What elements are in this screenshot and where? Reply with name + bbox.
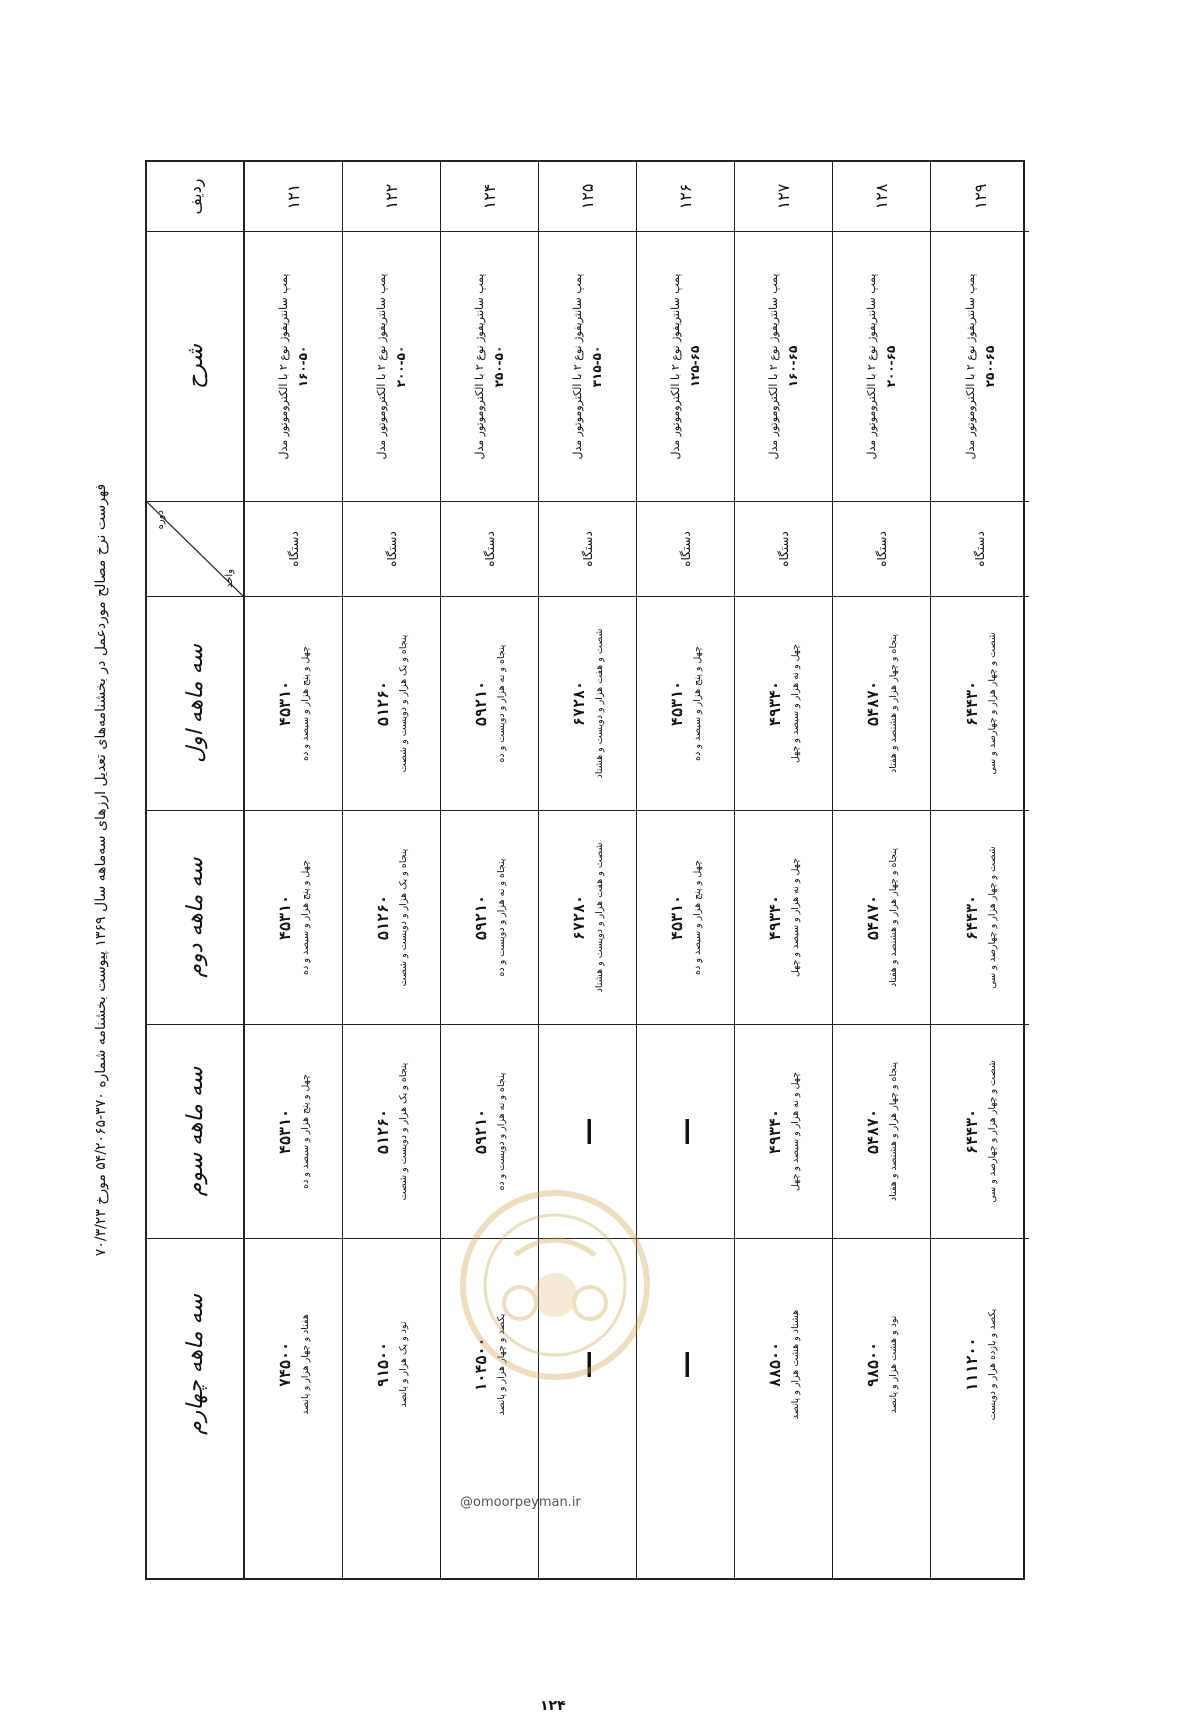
row-index: ۱۲۵ [539,162,636,232]
row-description [833,232,930,502]
price-cell-q1 [441,597,538,811]
price-cell-q2 [637,811,734,1025]
price-words: پنجاه و نه هزار و دویست و ده [496,858,507,977]
price-cell-q1 [637,597,734,811]
row-unit: دستگاه [931,502,1029,597]
price-cell-q3 [931,1025,1029,1239]
row-unit: دستگاه [735,502,832,597]
row-description [735,232,832,502]
header-unit-diagonal [147,502,243,596]
row-index: ۱۲۷ [735,162,832,232]
description-text: پمپ سانتریفوژ نوع ۲ با الکتروموتور مدل [865,273,878,460]
price-number: ۴۵۳۱۰ [276,1108,294,1155]
row-index: ۱۲۴ [441,162,538,232]
row-description [539,232,636,502]
price-number: ۵۴۸۷۰ [864,1108,882,1155]
price-dash: — [669,1350,702,1379]
table-row [931,162,1029,1578]
header-q2 [147,811,243,1025]
price-number: ۹۸۵۰۰ [864,1341,882,1388]
price-words: پنجاه و نه هزار و دویست و ده [496,644,507,763]
price-cell-q1 [245,597,342,811]
price-words: چهل و نه هزار و سیصد و چهل [790,1071,801,1192]
row-unit: دستگاه [343,502,440,597]
description-text: پمپ سانتریفوژ نوع ۲ با الکتروموتور مدل [963,273,977,460]
model-number: ۲۵۰-۵۰ [492,345,506,388]
price-number: ۱۰۴۵۰۰ [472,1337,490,1392]
model-number: ۱۲۵-۶۵ [688,345,702,388]
description-text: پمپ سانتریفوژ نوع ۲ با الکتروموتور مدل [277,273,290,460]
header-q1-label: سه ماهه اول [182,644,208,763]
description-text: پمپ سانتریفوژ نوع ۲ با الکتروموتور مدل [473,273,486,460]
price-number: ۴۹۳۴۰ [766,894,784,941]
price-words: چهل و نه هزار و سیصد و چهل [790,643,801,764]
price-number: ۴۹۳۴۰ [766,680,784,727]
row-index: ۱۲۲ [343,162,440,232]
description-text: پمپ سانتریفوژ نوع ۲ با الکتروموتور مدل [669,273,682,460]
row-index: ۱۲۹ [931,162,1029,232]
price-number: ۵۴۸۷۰ [864,894,882,941]
table-row [735,162,833,1578]
page-number: ۱۲۴ [540,1698,566,1714]
price-words: پنجاه و یک هزار و دویست و شصت [398,848,409,987]
price-number: ۴۵۳۱۰ [276,680,294,727]
watermark-url: @omoorpeyman.ir [460,1495,581,1510]
price-words: پنجاه و یک هزار و دویست و شصت [398,634,409,773]
header-description-label: شرح [182,344,208,389]
price-words: چهل و پنج هزار و سیصد و ده [300,860,311,975]
price-number: ۶۴۴۳۰ [962,1108,981,1155]
row-description [637,232,734,502]
header-q3 [147,1025,243,1239]
model-number: ۱۶۰-۶۵ [786,345,800,388]
price-cell-q2 [245,811,342,1025]
price-number: ۵۹۲۱۰ [472,1108,490,1155]
price-words: یکصد و چهار هزار و پانصد [496,1313,507,1416]
description-text: پمپ سانتریفوژ نوع ۲ با الکتروموتور مدل [571,273,584,460]
price-cell-q3 [833,1025,930,1239]
price-words: نود و هشت هزار و پانصد [888,1315,899,1414]
price-number: ۹۱۵۰۰ [374,1341,392,1388]
price-cell-q2 [539,811,636,1025]
price-words: چهل و نه هزار و سیصد و چهل [790,857,801,978]
price-words: شصت و هفت هزار و دویست و هشتاد [594,628,605,779]
price-dash: — [571,1350,604,1379]
table-header-row [147,162,245,1578]
row-index: ۱۲۸ [833,162,930,232]
row-unit: دستگاه [245,502,342,597]
price-number: ۶۴۴۳۰ [962,894,981,941]
price-cell-q4 [735,1239,832,1490]
price-cell-q4 [833,1239,930,1490]
row-index: ۱۲۶ [637,162,734,232]
description-text: پمپ سانتریفوژ نوع ۲ با الکتروموتور مدل [375,273,388,460]
header-q2-label: سه ماهه دوم [182,857,208,978]
seal-watermark [455,1185,655,1385]
price-number: ۴۵۳۱۰ [276,894,294,941]
row-index: ۱۲۱ [245,162,342,232]
price-number: ۵۹۲۱۰ [472,894,490,941]
price-words: نود و یک هزار و پانصد [398,1321,409,1408]
price-number: ۶۷۲۸۰ [570,894,588,941]
price-words: پنجاه و چهار هزار و هشتصد و هفتاد [888,1061,899,1201]
price-words: چهل و پنج هزار و سیصد و ده [692,646,703,761]
header-q3-label: سه ماهه سوم [182,1066,208,1197]
price-number: ۵۱۲۶۰ [374,680,392,727]
price-words: پنجاه و یک هزار و دویست و شصت [398,1062,409,1201]
price-cell-q2 [833,811,930,1025]
header-q4-label: سه ماهه چهارم [182,1294,208,1435]
header-q1 [147,597,243,811]
row-description [931,232,1029,502]
model-number: ۲۵۰-۶۵ [982,345,997,388]
price-words: چهل و پنج هزار و سیصد و ده [300,1074,311,1189]
price-cell-q2 [343,811,440,1025]
price-cell-q2 [931,811,1029,1025]
price-cell-q3 [343,1025,440,1239]
header-description [147,232,243,502]
price-cell-q1 [343,597,440,811]
price-words: یکصد و یازده هزار و دویست [986,1308,998,1421]
price-dash: — [571,1117,604,1146]
table-row [343,162,441,1578]
price-number: ۴۵۳۱۰ [668,680,686,727]
header-unit-label: واحد [224,568,235,588]
price-words: پنجاه و چهار هزار و هشتصد و هفتاد [888,847,899,987]
price-cell-q3 [245,1025,342,1239]
row-description [343,232,440,502]
model-number: ۱۶۰-۵۰ [296,345,310,388]
price-number: ۴۵۳۱۰ [668,894,686,941]
price-number: ۶۴۴۳۰ [962,680,981,727]
price-number: ۵۱۲۶۰ [374,1108,392,1155]
row-unit: دستگاه [637,502,734,597]
row-unit: دستگاه [441,502,538,597]
price-words: شصت و چهار هزار و چهارصد و سی [986,846,998,989]
price-number: ۵۹۲۱۰ [472,680,490,727]
price-words: هفتاد و چهار هزار و پانصد [300,1314,311,1415]
document-heading: فهرست نرخ مصالح موردعمل در بخشنامه‌های تعدیل ارزهای سه‌ماهه سال ۱۳۶۹ پیوست بخشنامه شماره ۳۷۰-۵۴/۲۰۶۵ مورخ ۷۰/۳/۲۳ [93,483,109,1257]
price-words: شصت و چهار هزار و چهارصد و سی [986,632,998,775]
price-words: چهل و پنج هزار و سیصد و ده [300,646,311,761]
description-text: پمپ سانتریفوژ نوع ۲ با الکتروموتور مدل [767,273,780,460]
row-description [441,232,538,502]
price-words: پنجاه و چهار هزار و هشتصد و هفتاد [888,633,899,773]
price-words: چهل و پنج هزار و سیصد و ده [692,860,703,975]
price-words: پنجاه و نه هزار و دویست و ده [496,1072,507,1191]
price-number: ۵۴۸۷۰ [864,680,882,727]
price-number: ۸۸۵۰۰ [766,1341,784,1388]
header-unit [147,502,243,597]
price-cell-q1 [539,597,636,811]
header-index-label: ردیف [185,178,205,215]
header-q4 [147,1239,243,1490]
model-number: ۲۰۰-۵۰ [394,345,408,388]
header-index [147,162,243,232]
price-cell-q4 [245,1239,342,1490]
price-number: ۶۷۲۸۰ [570,680,588,727]
price-dash: — [669,1117,702,1146]
row-unit: دستگاه [833,502,930,597]
price-cell-q4 [343,1239,440,1490]
table-row [833,162,931,1578]
row-description [245,232,342,502]
row-unit: دستگاه [539,502,636,597]
price-words: شصت و چهار هزار و چهارصد و سی [986,1060,998,1203]
price-number: ۴۹۳۴۰ [766,1108,784,1155]
price-cell-q4 [931,1239,1029,1490]
header-period-label: دوره [155,510,166,530]
price-cell-q1 [931,597,1029,811]
price-number: ۱۱۱۲۰۰ [962,1337,981,1392]
model-number: ۳۱۵-۵۰ [590,345,604,388]
table-row [245,162,343,1578]
price-number: ۷۴۵۰۰ [276,1341,294,1388]
model-number: ۲۰۰-۶۵ [884,345,898,388]
price-cell-q3 [735,1025,832,1239]
price-cell-q1 [735,597,832,811]
price-words: شصت و هفت هزار و دویست و هشتاد [594,842,605,993]
price-number: ۵۱۲۶۰ [374,894,392,941]
price-cell-q1 [833,597,930,811]
price-words: هشتاد و هشت هزار و پانصد [790,1309,801,1420]
price-cell-q2 [441,811,538,1025]
price-cell-q2 [735,811,832,1025]
